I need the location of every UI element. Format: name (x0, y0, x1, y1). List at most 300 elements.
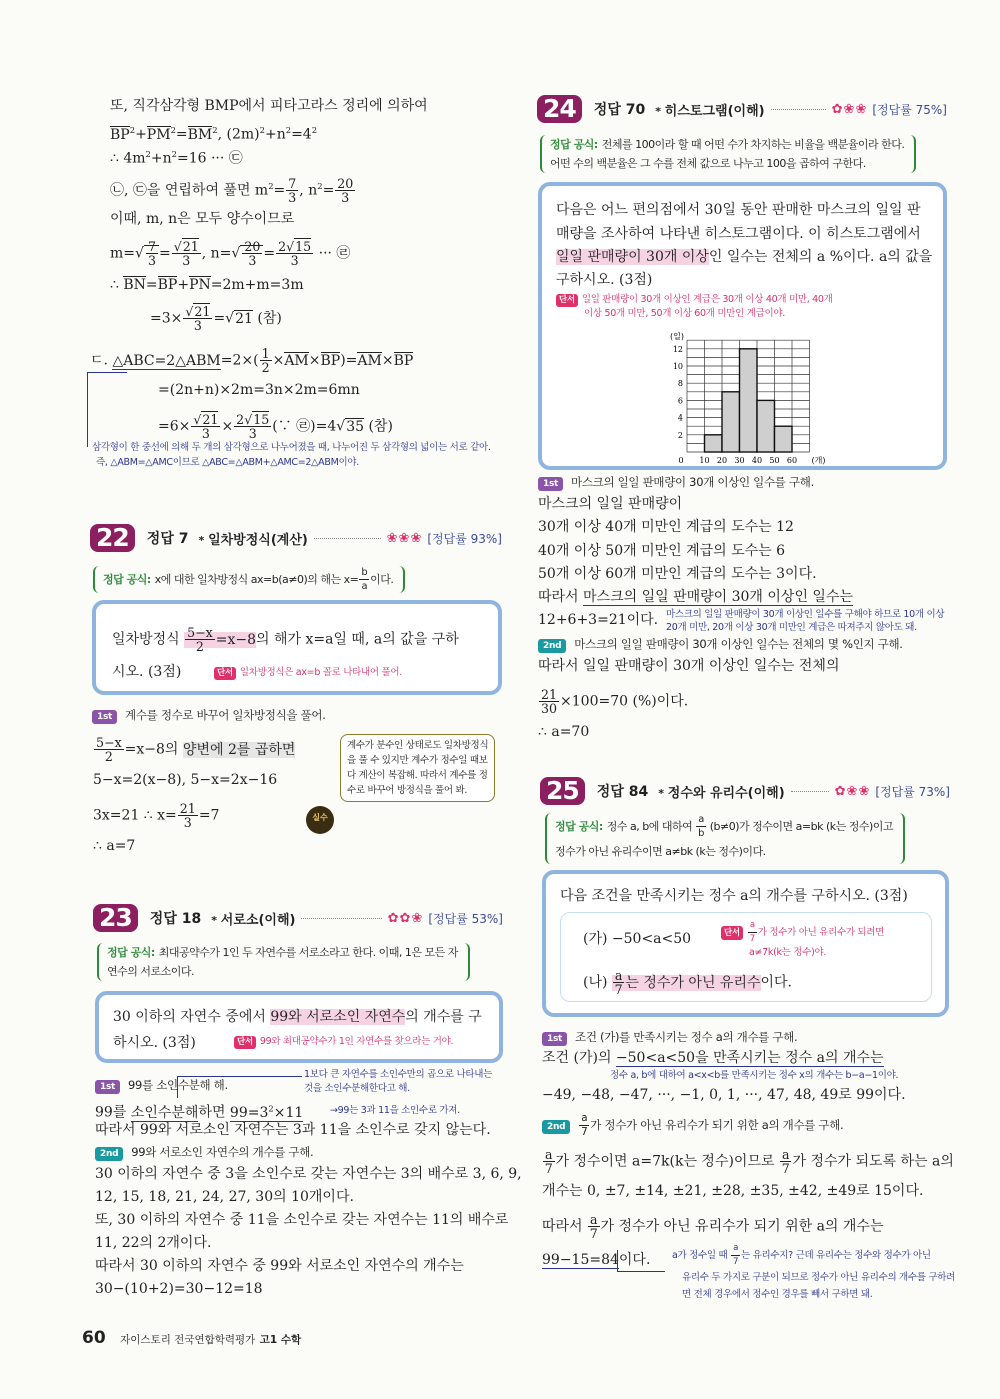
annotation-note: 즉, △ABM=△AMC이므로 △ABC=△ABM+△AMC=2△ABM이야. (96, 457, 359, 468)
fraction (183, 305, 212, 332)
leader-dots (771, 109, 826, 110)
formula-label: 정답 공식: (555, 819, 603, 833)
clue-note (556, 293, 833, 320)
answer-formula (540, 135, 916, 173)
overlined-segment: PM (146, 126, 171, 143)
x-tick-label: 0 (678, 456, 684, 465)
numerator (543, 1148, 555, 1162)
answer-formula (93, 566, 405, 593)
superscript: 2 (145, 149, 151, 159)
text-run: a≠7k(k는 정수)야. (749, 947, 827, 958)
text-run: △ABC=2△ABM (112, 352, 221, 369)
leader-dots (791, 791, 829, 792)
question-number: 22 (90, 524, 135, 552)
formula-label: 정답 공식: (103, 572, 151, 586)
text-run: =x−8 (215, 631, 257, 648)
radical-sign: √ (225, 310, 235, 327)
text-run: ∴ a=70 (538, 724, 590, 740)
outline-flower-icon: ❀ (410, 530, 423, 546)
text-run: = (175, 126, 188, 143)
y-tick-label: 10 (672, 362, 683, 371)
histogram-bar (757, 400, 775, 452)
step-1 (92, 707, 326, 724)
radical-sign: √ (286, 239, 295, 254)
radical-sign: √ (193, 412, 202, 427)
accuracy-rate: [정답률 75%] (872, 102, 947, 117)
text-run: 따라서 (538, 589, 584, 605)
solution-line (110, 240, 350, 267)
y-tick-label: 12 (672, 344, 683, 354)
step-1 (538, 474, 814, 491)
clue-text (747, 920, 885, 944)
x-tick-label: 40 (751, 456, 763, 465)
overlined-segment: AM (284, 352, 309, 369)
text-run: 3 (182, 253, 191, 268)
superscript: 2 (285, 125, 292, 135)
problem-line (113, 1007, 482, 1027)
text-run: 의 개수를 구 (405, 1009, 482, 1025)
denominator (780, 1162, 792, 1175)
fraction (359, 566, 369, 593)
text-run: 3 (183, 815, 192, 830)
text-run: (나) (583, 974, 612, 991)
mistake-tip-icon: 실수 (306, 806, 334, 834)
solution-line (542, 1181, 923, 1201)
denominator (183, 319, 212, 332)
problem-line (556, 224, 921, 244)
text-run: 이다. (370, 572, 394, 586)
topic-label: * 서로소(이해) (211, 909, 295, 928)
text-run: 2 (236, 412, 245, 427)
numerator (731, 1242, 740, 1256)
step-badge: 1st (542, 1032, 567, 1046)
solution-line (93, 836, 135, 856)
text-run: 3 (288, 190, 297, 206)
note-connector (617, 1250, 665, 1272)
text-run: 7 (749, 934, 755, 944)
numerator (780, 1148, 792, 1162)
problem-line: 다음 조건을 만족시키는 정수 a의 개수를 구하시오. (3점) (560, 888, 908, 904)
text-run: 5−x (187, 625, 213, 640)
text-run: 99를 (95, 1104, 131, 1121)
text-run: a (698, 814, 704, 825)
radicand (144, 239, 159, 268)
numerator (335, 177, 355, 191)
numerator (178, 802, 198, 816)
accuracy-rate: [정답률 93%] (427, 531, 502, 546)
filled-flower-icon: ✿ (387, 910, 400, 926)
clue-text: 99와 최대공약수가 1인 자연수를 찾으라는 거야. (259, 1036, 454, 1047)
accuracy-rate: [정답률 53%] (428, 911, 503, 926)
leader-dots (314, 538, 381, 539)
denominator (696, 827, 706, 840)
formula-text: 전체를 100이라 할 때 어떤 수가 차지하는 비율을 백분율이라 한다. (601, 138, 905, 151)
text-run: 이다. (618, 1252, 651, 1268)
denominator (359, 580, 369, 593)
x-tick-label: 50 (769, 456, 780, 465)
text-run: ∴ 4m (110, 150, 146, 167)
answer-label: 정답 18 (149, 911, 202, 927)
denominator (543, 1162, 555, 1175)
fraction (539, 688, 559, 715)
fraction (579, 1112, 589, 1139)
problem-box (92, 600, 502, 695)
outline-flower-icon: ❀ (846, 783, 859, 799)
shaded-text (183, 742, 295, 758)
formula-label: 정답 공식: (550, 138, 598, 151)
text-run: 3 (147, 253, 156, 268)
x-tick-label: 30 (734, 456, 745, 465)
outline-flower-icon: ❀ (398, 530, 411, 546)
text-run: 다음은 어느 편의점에서 30일 동안 판매한 마스크의 일일 판 (556, 202, 921, 218)
text-run: 20 (337, 176, 354, 192)
tip-text: 계수가 분수인 상태로도 일차방정식 (347, 740, 489, 751)
question-number: 25 (540, 777, 585, 805)
section-header (540, 776, 950, 806)
text-run: 의 해가 x=a일 때, a의 값을 구하 (256, 631, 459, 648)
text-run: 양변에 2를 곱하면 (182, 741, 296, 758)
superscript: 2 (170, 125, 176, 135)
text-run: =(2n+n)×2m=3n×2m=6mn (158, 382, 360, 398)
text-run: a가 정수일 때 (672, 1250, 731, 1261)
difficulty-flower-icons (835, 784, 871, 799)
fraction (172, 240, 201, 267)
solution-line (538, 688, 688, 715)
problem-box (538, 182, 947, 470)
superscript: 2 (171, 149, 177, 159)
formula-text: 연수의 서로소이다. (107, 965, 195, 978)
superscript: 2 (129, 125, 136, 135)
x-tick-label: 60 (786, 456, 798, 465)
underlined-text (112, 353, 220, 370)
radicand (240, 239, 263, 268)
outline-flower-icon: ❀ (411, 910, 424, 926)
solution-line (538, 722, 589, 742)
text-run: =16 ··· ㉢ (176, 150, 243, 167)
radical-sign: √ (244, 412, 253, 427)
square-root (193, 411, 218, 427)
numerator (696, 813, 706, 827)
problem-line (556, 247, 932, 267)
square-root (336, 418, 364, 435)
text-run: 하시오. (3점) (113, 1035, 196, 1051)
numerator (579, 1112, 589, 1126)
histogram-bar (775, 426, 793, 452)
numerator (234, 413, 271, 427)
formula-text (154, 567, 394, 592)
text-run: 21 (235, 310, 253, 327)
text-run: 21 (202, 412, 219, 427)
histogram-bar (705, 435, 723, 452)
text-run: b (698, 828, 704, 839)
text-run: 가 정수이면 a=7k(k는 정수)이므로 (555, 1153, 779, 1170)
text-run: 3 (193, 318, 202, 333)
solution-line (158, 380, 360, 400)
text-run: 3x=21 ∴ x= (93, 807, 177, 824)
overlined-segment: BN (123, 277, 146, 293)
note-connector (177, 1076, 302, 1098)
text-run: (참) (252, 310, 282, 327)
solution-line (95, 1098, 303, 1123)
overlined-segment: AM (357, 352, 382, 369)
text-run: 7 (589, 1226, 598, 1241)
histogram-chart (662, 322, 832, 468)
step-text: 99를 소인수분해 해. (128, 1078, 228, 1092)
section-header (537, 94, 947, 124)
superscript: 2 (212, 125, 218, 135)
overlined-segment: BM (187, 126, 213, 143)
problem-box (95, 991, 503, 1063)
page-footer (82, 1328, 301, 1348)
overlined-segment: BP (393, 352, 414, 369)
outline-flower-icon: ❀ (386, 530, 399, 546)
step-2 (538, 636, 903, 653)
text-run: ×11 (273, 1104, 304, 1121)
square-root (174, 238, 199, 254)
text-run: 는 정수가 아닌 유리수 (625, 974, 761, 991)
text-run: 인 일수는 전체의 a %이다. a의 값을 (708, 249, 933, 265)
text-run: 가 정수가 아닌 유리수가 되려면 (757, 927, 885, 938)
solution-line (110, 209, 294, 229)
text-run: 15 (295, 239, 312, 254)
numerator (539, 688, 559, 702)
clue-note (721, 919, 884, 960)
denominator (276, 254, 313, 267)
overlined-segment: BP (320, 352, 341, 369)
solution-line: 따라서 30 이하의 자연수 중 99와 서로소인 자연수의 개수는 (95, 1258, 464, 1274)
tip-callout (340, 734, 495, 802)
text-run: =7 (198, 807, 220, 824)
solution-line: 12+6+3=21이다. (538, 612, 659, 628)
radical-sign: √ (135, 245, 144, 262)
overlined-segment: BP (110, 126, 130, 143)
highlighted-text (184, 625, 257, 654)
text-run: 또, 직각삼각형 BMP에서 피타고라스 정리에 의하여 (110, 98, 428, 114)
text-run: 3 (201, 426, 210, 441)
square-root (244, 411, 269, 427)
underlined-text (542, 1252, 619, 1269)
denominator (146, 254, 158, 267)
fraction (234, 413, 271, 440)
section-header (93, 903, 503, 933)
radicand (193, 303, 210, 319)
text-run: 1 (261, 346, 270, 361)
clue-badge: 단서 (214, 667, 236, 680)
numerator (242, 240, 262, 254)
text-run: 마스크의 일일 판매량이 30개 이상인 일수는 (583, 589, 854, 605)
radical-sign: √ (185, 304, 194, 319)
step-text (578, 1112, 844, 1138)
solution-line (110, 120, 317, 145)
radicand (345, 418, 364, 435)
solution-line (538, 587, 853, 607)
text-run: × (272, 352, 285, 369)
text-run: 7 (732, 1257, 739, 1267)
solution-line (542, 1213, 883, 1240)
text-run: 이때, m, n은 모두 양수이므로 (110, 211, 295, 227)
text-run: ∴ (110, 277, 124, 293)
text-run: 2 (278, 239, 287, 254)
text-run: =2m+m=3m (210, 277, 304, 293)
numerator (588, 1213, 600, 1227)
text-run: 99−15=84 (542, 1252, 619, 1268)
text-run: 2 (195, 639, 204, 654)
text-run: ··· ㉣ (314, 245, 351, 262)
book-grade: 고1 수학 (259, 1334, 302, 1346)
x-tick-label: 20 (716, 456, 728, 465)
tip-text: 다 계산이 복잡해. 따라서 계수를 정 (347, 770, 488, 781)
text-run: × (381, 352, 394, 369)
formula-text (606, 814, 894, 839)
problem-box (542, 870, 949, 1017)
text-run: 21 (179, 801, 196, 816)
solution-line (110, 144, 243, 169)
text-run: 조건 (가)의 (542, 1050, 616, 1066)
leader-dots (301, 918, 381, 919)
question-number: 23 (93, 904, 138, 932)
solution-line: 따라서 99와 서로소인 자연수는 3과 11을 소인수로 갖지 않는다. (95, 1122, 491, 1138)
step-text: 조건 (가)를 만족시키는 정수 a의 개수를 구해. (575, 1030, 798, 1044)
annotation-note: 1보다 큰 자연수를 소인수만의 곱으로 나타내는 것을 소인수분해한다고 해. (304, 1069, 493, 1094)
text-run: 7 (581, 1126, 588, 1138)
highlighted-text (556, 249, 709, 265)
denominator (588, 1227, 600, 1240)
numerator (191, 413, 220, 427)
y-tick-label: 4 (677, 413, 683, 423)
text-run: =6× (158, 418, 191, 435)
text-run: 15 (253, 412, 270, 427)
problem-line (113, 1033, 196, 1053)
clue-badge: 단서 (234, 1036, 256, 1049)
step-badge: 2nd (542, 1120, 570, 1134)
text-run: = (273, 182, 286, 199)
text-run: × (221, 418, 234, 435)
text-run: = (322, 182, 335, 199)
solution-line (158, 413, 393, 440)
radicand (234, 310, 253, 327)
text-run: =4 (291, 126, 312, 143)
step-text: 마스크의 일일 판매량이 30개 이상인 일수는 전체의 몇 %인지 구해. (574, 637, 903, 651)
step-badge: 1st (538, 477, 563, 491)
solution-line (90, 347, 413, 374)
text-run: , n (299, 182, 318, 199)
y-tick-label: 2 (677, 430, 683, 440)
problem-line (112, 626, 459, 653)
text-run: a (781, 1147, 790, 1162)
text-run: 7 (288, 176, 297, 192)
text-run: 99와 서로소인 자연수 (270, 1009, 406, 1025)
outline-flower-icon: ❀ (858, 783, 871, 799)
text-run: 3 (290, 253, 299, 268)
denominator (539, 702, 559, 715)
annotation-note: 마스크의 일일 판매량이 30개 이상인 일수를 구해야 하므로 10개 이상 20개 미만, 20개 이상 30개 미만인 계급은 따져주지 않아도 돼. (666, 609, 945, 633)
solution-line: 마스크의 일일 판매량이 (538, 496, 683, 512)
text-run: 2 (261, 360, 270, 375)
radicand (182, 238, 199, 254)
text-run: (b≠0)가 정수이면 a=bk (k는 정수)이고 (706, 819, 894, 833)
text-run: = (145, 277, 158, 293)
solution-line (542, 1148, 954, 1175)
text-run: 21 (182, 239, 199, 254)
text-run: 따라서 (542, 1218, 588, 1235)
text-run: 시오. (3점) (112, 664, 182, 680)
text-run: =x−8의 (124, 741, 183, 758)
clue-note (234, 1035, 453, 1049)
solution-line (93, 802, 219, 829)
text-run: , n= (201, 245, 232, 262)
text-run: a (614, 968, 623, 983)
text-run: m= (110, 245, 136, 262)
denominator (748, 933, 757, 946)
y-tick-label: 8 (677, 379, 683, 389)
answer-formula (97, 943, 470, 981)
text-run: +n (264, 126, 286, 143)
fraction (276, 240, 313, 267)
text-run: 가 정수가 아닌 유리수가 되기 위한 a의 개수를 구해. (590, 1118, 844, 1132)
text-run: 정수가 아닌 유리수이면 a≠bk (k는 정수)이다. (555, 845, 766, 858)
problem-line (556, 270, 652, 290)
topic-label: * 히스토그램(이해) (655, 100, 764, 119)
text-run: )= (340, 352, 358, 369)
square-root (225, 310, 253, 327)
radicand (294, 238, 311, 254)
histogram-bar (740, 349, 758, 452)
radical-sign: √ (336, 418, 346, 435)
overlined-segment: PN (189, 277, 211, 293)
text-run: a (361, 581, 367, 592)
fraction (613, 969, 625, 996)
step-badge: 2nd (538, 639, 566, 653)
tip-text: 을 풀 수 있지만 계수가 정수일 때보 (347, 755, 488, 766)
numerator (94, 736, 124, 750)
radicand (252, 411, 269, 427)
text-run: 3 (248, 253, 257, 268)
text-run: ×100=70 (%)이다. (560, 693, 689, 710)
text-run: 30 이하의 자연수 중에서 (113, 1009, 271, 1025)
text-run: −50<a<50을 만족시키는 정수 a의 개수는 (615, 1050, 884, 1066)
numerator (172, 240, 201, 254)
step-badge: 1st (95, 1080, 120, 1094)
solution-line (538, 656, 839, 676)
text-run: + (177, 277, 190, 293)
step-text: 계수를 정수로 바꾸어 일차방정식을 풀어. (125, 708, 326, 722)
denominator (335, 191, 355, 204)
radicand (201, 411, 218, 427)
denominator (94, 750, 124, 763)
annotation-note: 삼각형이 한 중선에 의해 두 개의 삼각형으로 나누어졌을 때, 나누어진 두 삼각형의 넓이는 서로 같아. (92, 442, 491, 453)
square-root (286, 238, 311, 254)
denominator (579, 1126, 589, 1139)
text-run: 7 (544, 1161, 553, 1176)
fraction (242, 240, 262, 267)
text-run: (∵ ㉣)=4 (272, 418, 337, 435)
condition-na (583, 969, 792, 996)
solution-line: 12, 15, 18, 21, 24, 27, 30의 10개이다. (95, 1189, 354, 1205)
clue-text: 일차방정식은 ax=b 꼴로 나타내어 풀어. (239, 667, 402, 678)
superscript: 2 (268, 1103, 274, 1113)
text-run: ㄷ. (90, 352, 113, 369)
clue-badge: 단서 (721, 926, 743, 940)
superscript: 2 (311, 125, 318, 135)
step-badge: 1st (92, 710, 117, 724)
y-tick-label: 6 (677, 396, 683, 406)
text-run: 따라서 일일 판매량이 30개 이상인 일수는 전체의 (538, 658, 840, 674)
text-run: =3× (150, 310, 183, 327)
solution-line: 또, 30 이하의 자연수 중 11을 소인수로 갖는 자연수는 11의 배수로 (95, 1212, 509, 1228)
text-run: 3 (341, 190, 350, 206)
x-tick-label: 10 (699, 456, 710, 465)
step-2 (542, 1112, 843, 1139)
